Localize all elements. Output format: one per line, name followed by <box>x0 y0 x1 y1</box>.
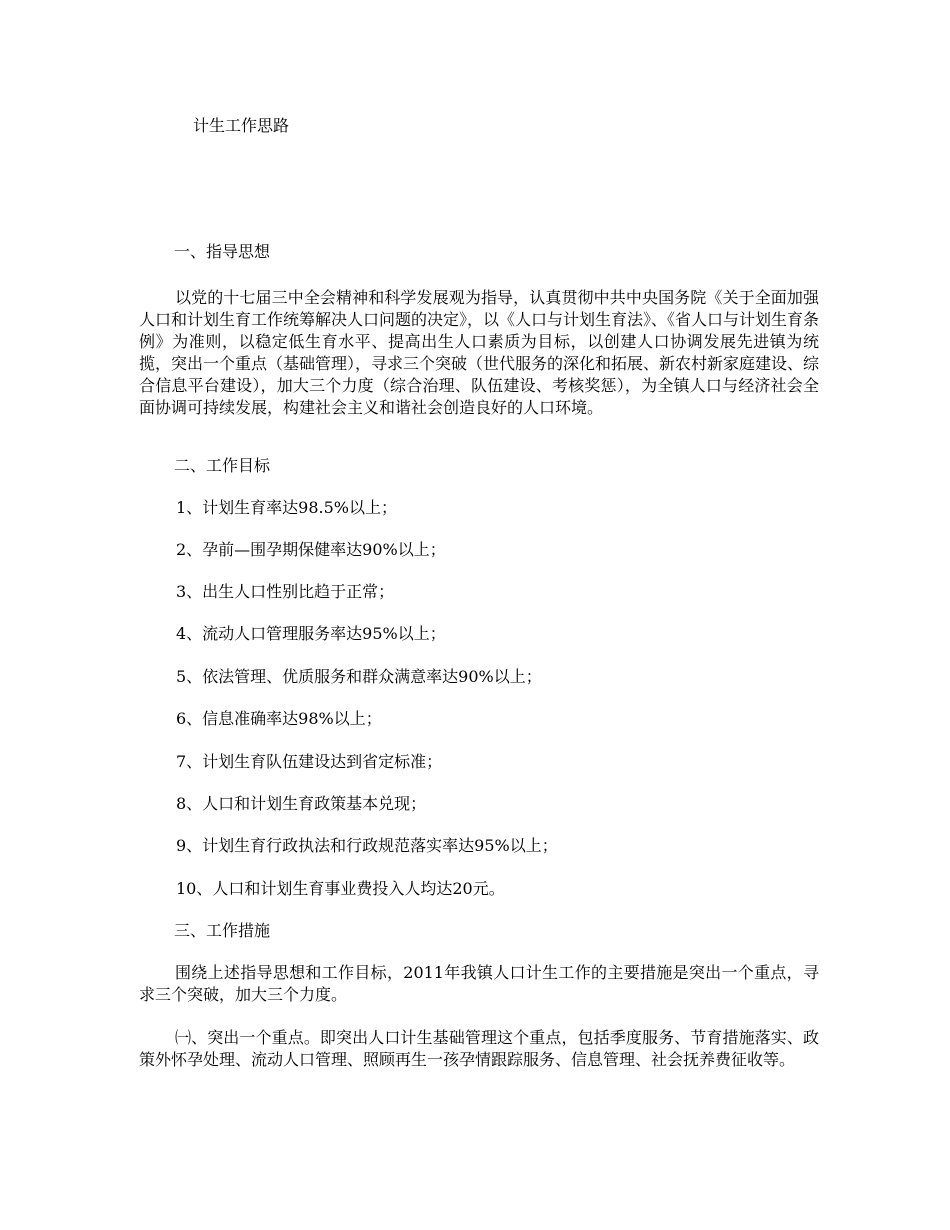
goal-item: 2、孕前—围孕期保健率达90%以上； <box>176 540 446 559</box>
goal-item: 8、人口和计划生育政策基本兑现； <box>176 794 427 813</box>
goal-item: 10、人口和计划生育事业费投入人均达20元。 <box>176 879 505 898</box>
section3-heading: 三、工作措施 <box>174 921 271 940</box>
goal-item: 3、出生人口性别比趋于正常； <box>176 582 395 601</box>
goal-item: 4、流动人口管理服务率达95%以上； <box>176 624 446 643</box>
goal-item: 6、信息准确率达98%以上； <box>176 709 382 728</box>
section3-point1-paragraph: ㈠、突出一个重点。即突出人口计生基础管理这个重点，包括季度服务、节育措施落实、政策外怀孕处理、流动人口管理、照顾再生一孩孕情跟踪服务、信息管理、社会抚养费征收等。 <box>139 1028 819 1069</box>
section1-paragraph: 以党的十七届三中全会精神和科学发展观为指导，认真贯彻中共中央国务院《关于全面加强人口和计划生育工作统筹解决人口问题的决定》，以《人口与计划生育法》、《省人口与计划生育条例》为准则，以稳定低生育水平、提高出生人口素质为目标，以创建人口协调发展先进镇为统揽，突出一个重点（基础管理），寻求三个突破（世代服务的深化和拓展、新农村新家庭建设、综合信息平台建设），加大三个力度（综合治理、队伍建设、考核奖惩），为全镇人口与经济社会全面协调可持续发展，构建社会主义和谐社会创造良好的人口环境。 <box>139 288 820 417</box>
goal-item: 5、依法管理、优质服务和群众满意率达90%以上； <box>176 667 542 686</box>
section1-heading: 一、指导思想 <box>174 242 271 261</box>
section2-heading: 二、工作目标 <box>174 456 271 475</box>
goal-item: 9、计划生育行政执法和行政规范落实率达95%以上； <box>176 836 558 855</box>
goal-item: 7、计划生育队伍建设达到省定标准； <box>176 752 443 771</box>
section3-intro-paragraph: 围绕上述指导思想和工作目标，2011年我镇人口计生工作的主要措施是突出一个重点，寻求三个突破，加大三个力度。 <box>139 963 819 1004</box>
goal-item: 1、计划生育率达98.5%以上； <box>176 498 398 517</box>
document-title: 计生工作思路 <box>193 116 290 135</box>
